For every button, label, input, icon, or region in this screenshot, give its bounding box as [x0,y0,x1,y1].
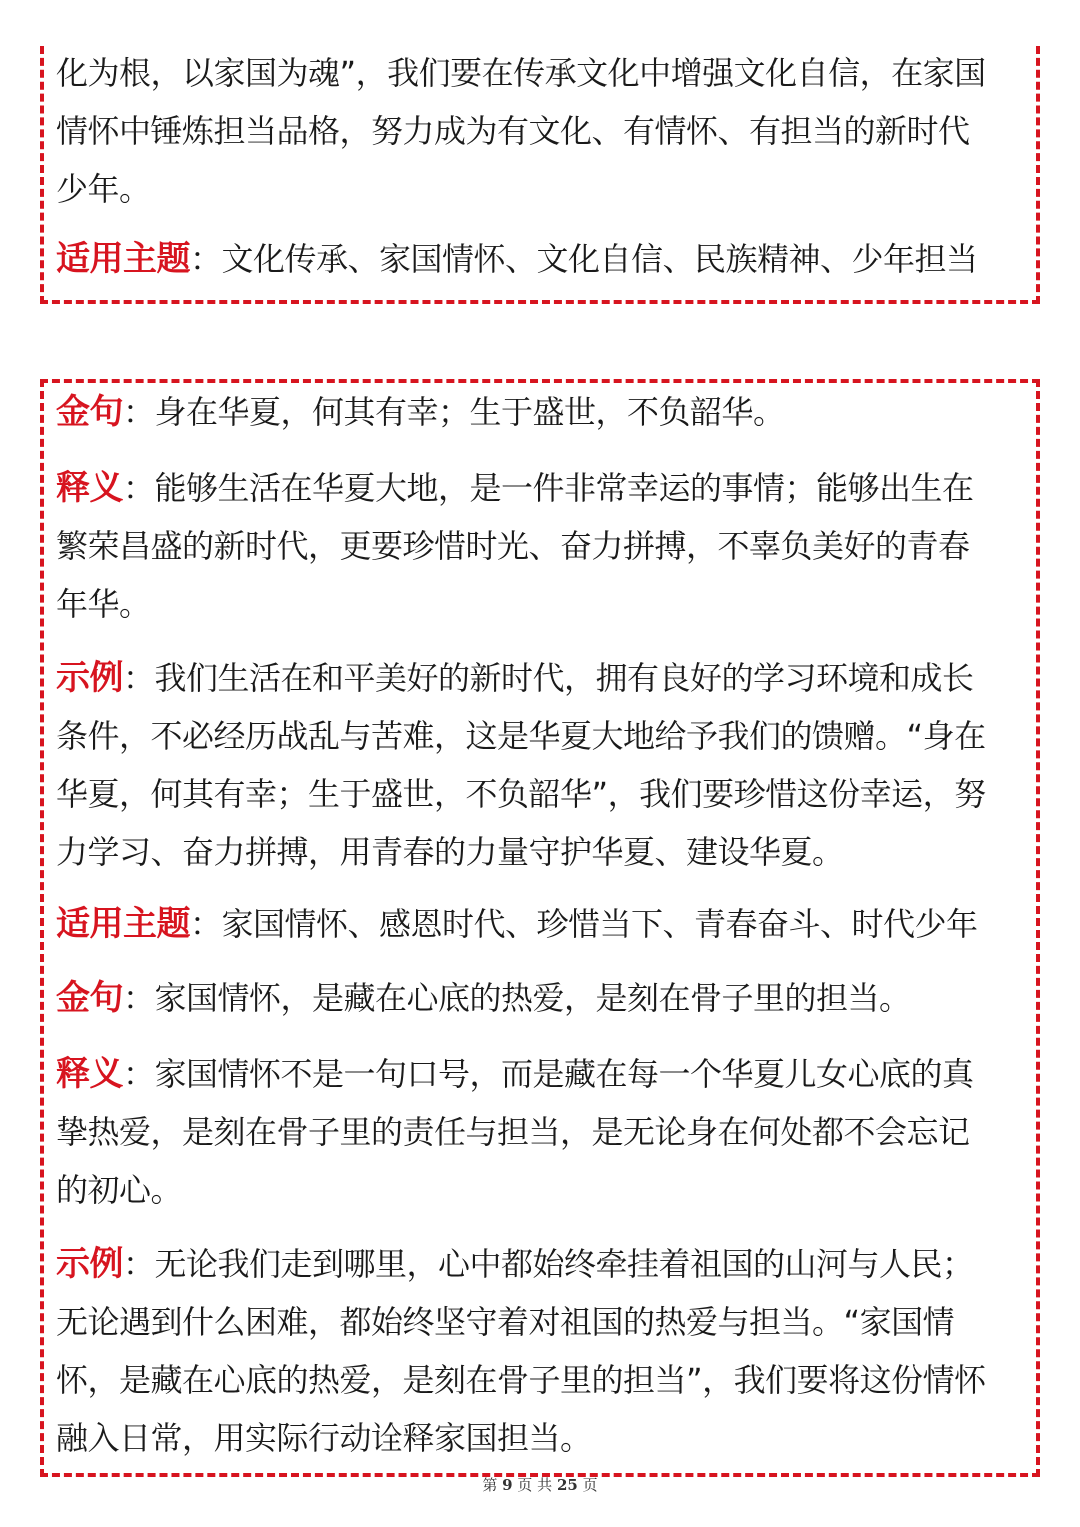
example-text: 我们生活在和平美好的新时代，拥有良好的学习环境和成长 [154,659,974,697]
example-label: 示例 [56,1244,123,1284]
meaning-row [56,1045,974,1103]
example-line: 力学习、奋力拼搏，用青春的力量守护华夏、建设华夏。 [56,833,844,871]
colon: ： [190,240,222,278]
example-text: 无论我们走到哪里，心中都始终牵挂着祖国的山河与人民； [154,1245,974,1283]
meaning-text: 能够生活在华夏大地，是一件非常幸运的事情；能够出生在 [154,469,974,507]
colon: ： [123,1245,155,1283]
meaning-label: 释义 [56,468,123,508]
current-page: 9 [502,1476,513,1494]
total-pages: 25 [556,1476,578,1494]
quote-box [40,379,1040,1477]
quote-text: 家国情怀，是藏在心底的热爱，是刻在骨子里的担当。 [154,979,911,1017]
paragraph-line: 少年。 [56,170,151,208]
quote-label: 金句 [56,978,123,1018]
meaning-line: 年华。 [56,585,151,623]
colon: ： [190,905,222,943]
meaning-line: 挚热爱，是刻在骨子里的责任与担当，是无论身在何处都不会忘记 [56,1113,970,1151]
example-row [56,1235,974,1293]
theme-label: 适用主题 [56,239,190,279]
quote-label: 金句 [56,392,123,432]
colon: ： [123,469,155,507]
meaning-text: 家国情怀不是一句口号，而是藏在每一个华夏儿女心底的真 [154,1055,974,1093]
quote-row [56,969,911,1027]
example-label: 示例 [56,658,123,698]
meaning-line: 的初心。 [56,1171,183,1209]
example-line: 怀，是藏在心底的热爱，是刻在骨子里的担当”，我们要将这份情怀 [56,1361,986,1399]
paragraph-line: 化为根，以家国为魂”，我们要在传承文化中增强文化自信，在家国 [56,54,986,92]
example-line: 无论遇到什么困难，都始终坚守着对祖国的热爱与担当。“家国情 [56,1303,955,1341]
meaning-line: 繁荣昌盛的新时代，更要珍惜时光、奋力拼搏，不辜负美好的青春 [56,527,970,565]
theme-text: 文化传承、家国情怀、文化自信、民族精神、少年担当 [221,240,978,278]
paragraph-line: 情怀中锤炼担当品格，努力成为有文化、有情怀、有担当的新时代 [56,112,970,150]
page-prefix: 第 [482,1476,498,1494]
theme-row [56,230,978,288]
example-row [56,649,974,707]
page-middle: 页 共 [517,1476,553,1494]
page-suffix: 页 [582,1476,598,1494]
example-line: 融入日常，用实际行动诠释家国担当。 [56,1419,592,1457]
meaning-row [56,459,974,517]
theme-label: 适用主题 [56,904,190,944]
colon: ： [123,393,155,431]
quote-row [56,383,785,441]
theme-row [56,895,978,953]
colon: ： [123,659,155,697]
page-number [0,1474,1080,1495]
colon: ： [123,1055,155,1093]
quote-text: 身在华夏，何其有幸；生于盛世，不负韶华。 [154,393,785,431]
colon: ： [123,979,155,1017]
example-line: 华夏，何其有幸；生于盛世，不负韶华”，我们要珍惜这份幸运，努 [56,775,986,813]
continuation-box [40,46,1040,304]
example-line: 条件，不必经历战乱与苦难，这是华夏大地给予我们的馈赠。“身在 [56,717,986,755]
theme-text: 家国情怀、感恩时代、珍惜当下、青春奋斗、时代少年 [221,905,978,943]
meaning-label: 释义 [56,1054,123,1094]
